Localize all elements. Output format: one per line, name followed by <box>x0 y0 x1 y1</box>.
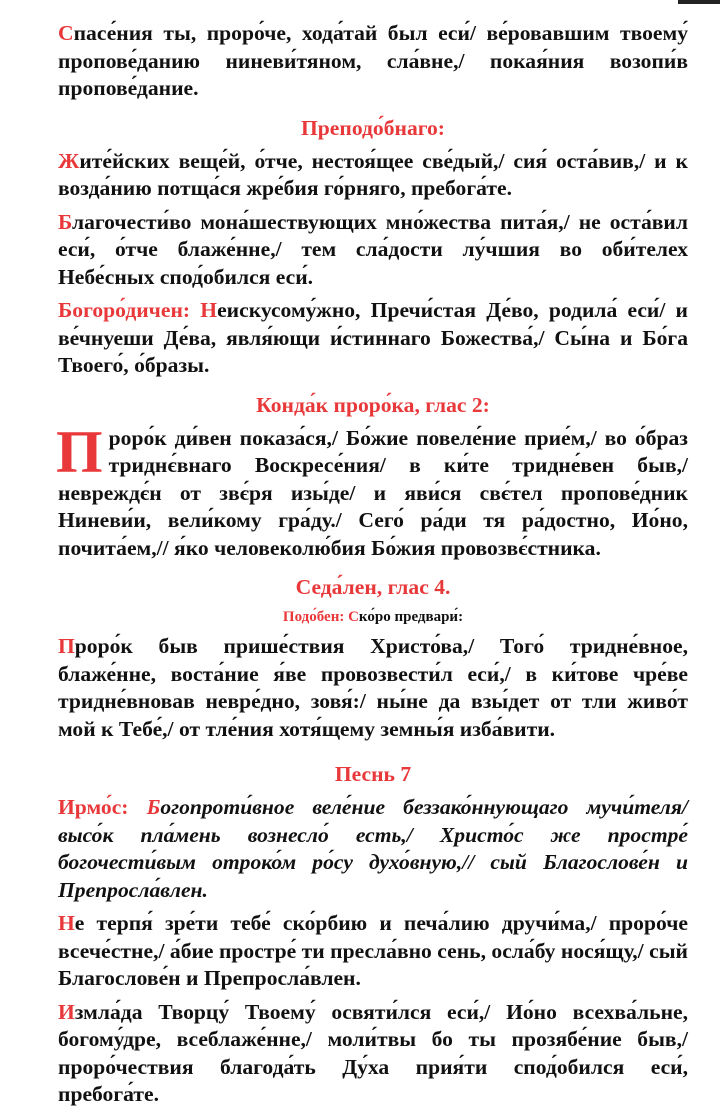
paragraph-text: роро́к ди́вен показа́ся,/ Бо́жие повеле́ние прие́м,/ во о́браз триднє́внаго Воскресе́ния/ в ки́те тридне́вен быв,/ невреждє́н от звє́ря изы́де/ и яви́ся свє́тел пропове́дник Ниневи́и, вели́кому гра́ду./ Сего́ ра́ди тя ра́достно, Ио́но, почита́ем,// я́ко человеколю́бия Бо́жия провозвє́стника. <box>58 425 688 560</box>
irmos <box>58 794 688 904</box>
initial-letter: П <box>58 634 75 658</box>
initial-letter: Ж <box>58 148 80 173</box>
initial-letter: Н <box>200 298 218 322</box>
kondak-text <box>56 418 688 563</box>
podoben-text: ко́ро предвари́: <box>358 609 464 625</box>
drop-cap: П <box>56 418 103 485</box>
paragraph-text: е терпя́ зре́ти тебе́ ско́рбию и печа́лию дручи́ма,/ проро́че всече́стне,/ а́бие простре́ ти пресла́вно сень, осла́бу нося́щу,/ сый Благослове́н и Препросла́влен. <box>58 911 688 990</box>
page-edge-mark <box>678 0 720 4</box>
paragraph-text: роро́к быв прише́ствия Христо́ва,/ Того́ тридне́вное, блаже́нне, воста́ние я́ве провозвести́л еси́,/ в ки́тове чре́ве тридне́вновав невре́дно, зовя́:/ ны́не да взы́дет от тли живо́т мой к Тебе́,/ от тле́ния хотя́щему земны́я изба́вити. <box>58 634 688 741</box>
heading-kondak: Конда́к проро́ка, глас 2: <box>256 392 490 417</box>
sedalen-text <box>58 633 688 743</box>
paragraph-text: лагочести́во мона́шествующих мно́жества пита́я,/ не оста́вил еси́, о́тче блаже́нне,/ тем сла́дости лу́чшия во оби́телех Небе́сных спод́обился еси́. <box>58 209 688 289</box>
initial-letter: С <box>58 21 74 45</box>
paragraph-text: ите́йских веще́й, о́тче, нестоя́щее све́дый,/ сия́ оста́вив,/ и к возда́нию потща́ся жре́бия го́рняго, пребога́те. <box>58 148 688 200</box>
initial-letter: Б <box>146 795 161 819</box>
page-content <box>58 20 688 1109</box>
initial-letter: С <box>348 609 359 625</box>
paragraph-text: еискусому́жно, Пречи́стая Де́во, родила́ еси́/ и ве́чнуеши Де́ва, явля́ющи и́стиннаго Божества́,/ Сы́на и Бо́га Твоего́, о́бразы. <box>58 298 689 377</box>
paragraph-text: пасе́ния ты, проро́че, хода́тай был еси́/ ве́ровавшим твоему́ пропове́данию ниневи́тяном, сла́вне,/ покая́ния возопи́в пропове́дание. <box>58 21 688 100</box>
paragraph-text: огопроти́вное веле́ние беззако́ннующаго мучи́теля/ высо́к пла́мень вознесло́ есть,/ Христо́с же простре́ богочести́вым отроко́м ро́су духо́вную,// сый Благослове́н и Препросла́влен. <box>58 795 688 902</box>
troparion-4 <box>58 910 688 993</box>
heading-pesn-7: Песнь 7 <box>334 762 412 786</box>
initial-letter: Б <box>58 209 72 234</box>
podoben-line <box>58 607 688 627</box>
rubric-label: Богоро́дичен: <box>58 298 191 322</box>
rubric-label: Подо́бен: <box>282 609 345 625</box>
troparion-1 <box>58 20 688 103</box>
initial-letter: Н <box>58 911 75 935</box>
heading-sedalen: Седа́лен, глас 4. <box>295 575 451 599</box>
heading-prepodobnago: Преподо́бнаго: <box>300 115 446 140</box>
paragraph-text: змла́да Творцу́ Твоему́ освяти́лся еси́,/ Ио́но всехва́льне, богому́дре, всеблаже́нне,/ моли́твы бо ты прозябе́ние быв,/ проро́чествия благода́ть Ду́ха прия́ти спод́обился еси́, пребога́те. <box>58 999 688 1106</box>
troparion-3 <box>58 209 688 292</box>
initial-letter: И <box>58 999 75 1024</box>
rubric-label: Ирмо́с: <box>58 795 129 819</box>
theotokion <box>58 297 688 380</box>
troparion-5 <box>58 999 688 1109</box>
troparion-2 <box>58 148 688 203</box>
